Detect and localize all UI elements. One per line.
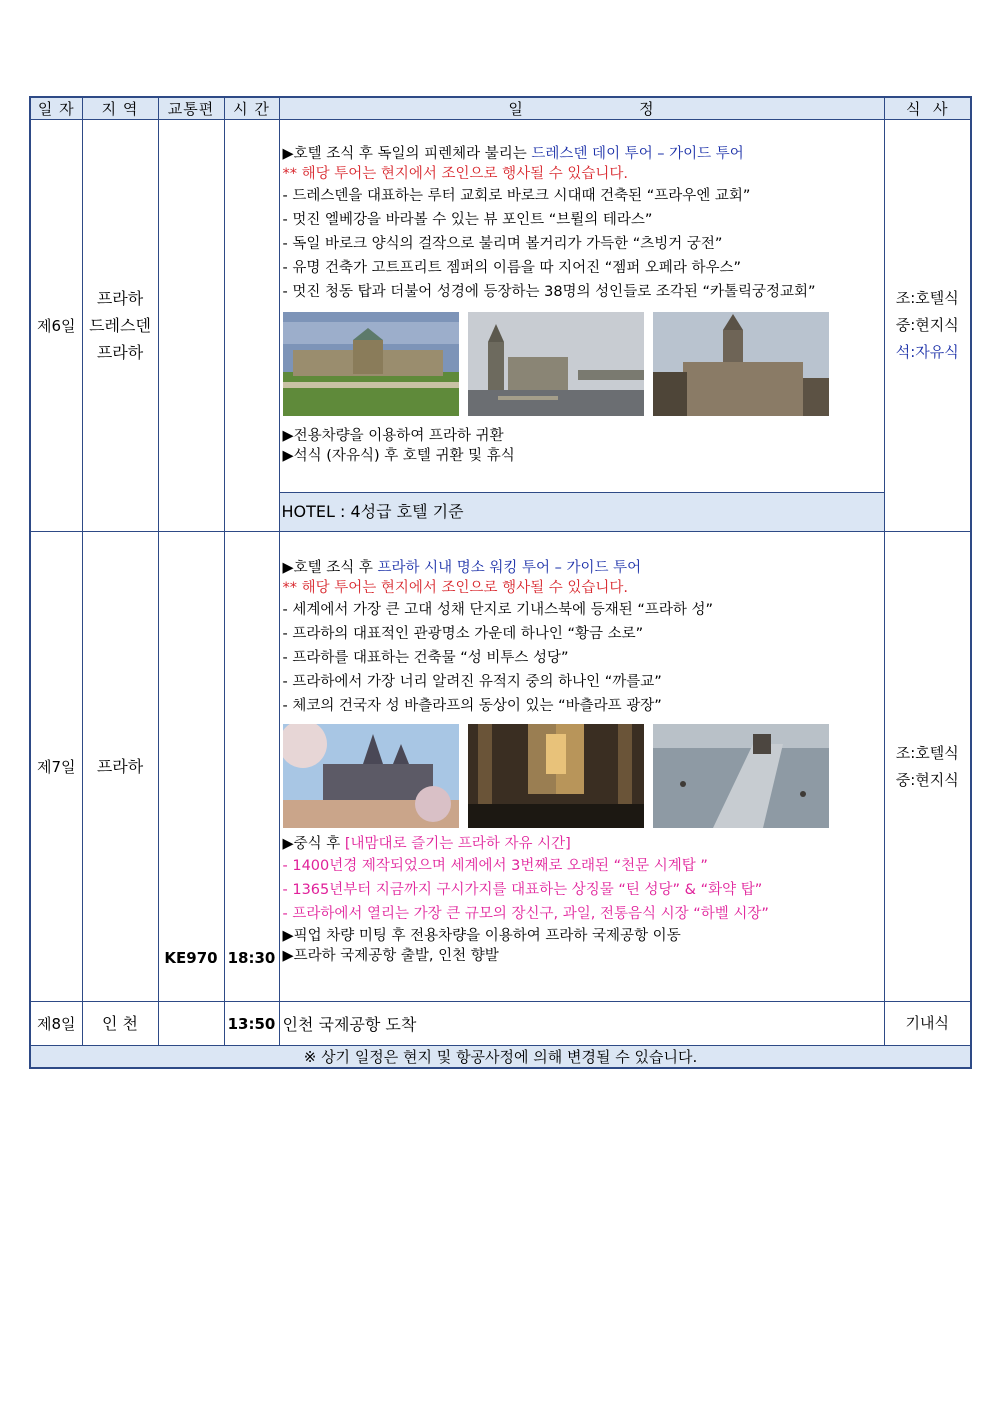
day6-line1 xyxy=(283,144,880,164)
day7-item: - 체코의 건국자 성 바츨라프의 동상이 있는 “바츨라프 광장” xyxy=(282,698,662,714)
day7-row xyxy=(30,532,971,1002)
day6-schedule xyxy=(279,120,884,532)
day6-meals xyxy=(884,120,971,532)
day8-meals: 기내식 xyxy=(884,1002,971,1046)
day8-region: 인 천 xyxy=(82,1002,158,1046)
day6-line1-text: ▶호텔 조식 후 독일의 피렌체라 불리는 xyxy=(282,146,532,162)
day7-lunch: 중:현지식 xyxy=(895,770,959,789)
day7-line1-text: ▶호텔 조식 후 xyxy=(282,560,378,576)
header-transport: 교통편 xyxy=(158,97,224,120)
day6-dinner: 석:자유식 xyxy=(895,343,959,361)
day7-region: 프라하 xyxy=(82,532,158,1002)
day7-breakfast: 조:호텔식 xyxy=(895,743,959,762)
header-region: 지 역 xyxy=(82,97,158,120)
day6-breakfast: 조:호텔식 xyxy=(895,289,959,307)
day7-schedule xyxy=(279,532,884,1002)
day7-lunch-text: ▶중식 후 xyxy=(282,836,345,852)
day6-region-3: 프라하 xyxy=(96,343,144,362)
day6-notice: ** 해당 투어는 현지에서 조인으로 행사될 수 있습니다. xyxy=(282,166,629,182)
itinerary-table xyxy=(29,96,972,1069)
day7-free-item: - 1400년경 제작되었으며 세계에서 3번째로 오래된 “천문 시계탑 ” xyxy=(282,858,708,874)
day6-lunch: 중:현지식 xyxy=(895,316,959,334)
day6-region xyxy=(82,120,158,532)
day7-item: - 프라하를 대표하는 건축물 “성 비투스 성당” xyxy=(282,650,569,666)
day6-item: - 멋진 청동 탑과 더불어 성경에 등장하는 38명의 성인들로 조각된 “카톨릭궁정교회” xyxy=(282,284,816,300)
day7-notice: ** 해당 투어는 현지에서 조인으로 행사될 수 있습니다. xyxy=(282,580,629,596)
day8-label: 제8일 xyxy=(30,1002,82,1046)
zwinger-palace-photo xyxy=(283,312,459,416)
dresden-riverside-photo xyxy=(468,312,644,416)
day7-line1 xyxy=(283,558,880,578)
day6-region-2: 드레스덴 xyxy=(89,316,151,335)
footer-note: ※ 상기 일정은 현지 및 항공사정에 의해 변경될 수 있습니다. xyxy=(30,1046,971,1069)
free-time-title: [내맘대로 즐기는 프라하 자유 시간] xyxy=(344,836,571,852)
footer-row xyxy=(30,1046,971,1069)
day7-item: - 세계에서 가장 큰 고대 성채 단지로 기내스북에 등재된 “프라하 성” xyxy=(282,602,714,618)
hofkirche-photo xyxy=(653,312,829,416)
flight-number: KE970 xyxy=(164,949,218,967)
day6-hotel: HOTEL : 4성급 호텔 기준 xyxy=(280,492,884,531)
day6-row xyxy=(30,120,971,532)
day7-label: 제7일 xyxy=(30,532,82,1002)
header-row xyxy=(30,97,971,120)
day7-item: - 프라하의 대표적인 관광명소 가운데 하나인 “황금 소로” xyxy=(282,626,644,642)
day6-item: - 드레스덴을 대표하는 루터 교회로 바로크 시대때 건축된 “프라우엔 교회” xyxy=(282,188,751,204)
day6-item: - 멋진 엘베강을 바라볼 수 있는 뷰 포인트 “브륄의 테라스” xyxy=(282,212,653,228)
day6-time xyxy=(224,120,279,532)
day7-after: ▶픽업 차량 미팅 후 전용차량을 이용하여 프라하 국제공항 이동 xyxy=(282,928,681,944)
day7-photos xyxy=(283,724,880,828)
day7-item: - 프라하에서 가장 너리 알려진 유적지 중의 하나인 “까를교” xyxy=(282,674,662,690)
day6-item: - 독일 바로크 양식의 걸작으로 불리며 볼거리가 가득한 “츠빙거 궁전” xyxy=(282,236,723,252)
day6-photos xyxy=(283,312,880,416)
header-time: 시 간 xyxy=(224,97,279,120)
day6-label: 제6일 xyxy=(30,120,82,532)
day7-transport xyxy=(158,532,224,1002)
day7-lunch-line xyxy=(283,834,880,854)
day8-transport xyxy=(158,1002,224,1046)
day7-free-item: - 1365년부터 지금까지 구시가지를 대표하는 상징물 “틴 성당” & “화약 탑” xyxy=(282,882,763,898)
st-vitus-interior-photo xyxy=(468,724,644,828)
day8-schedule: 인천 국제공항 도착 xyxy=(279,1002,884,1046)
day6-transport xyxy=(158,120,224,532)
day7-free-item: - 프라하에서 열리는 가장 큰 규모의 장신구, 과일, 전통음식 시장 “하벨 시장” xyxy=(282,906,769,922)
header-date: 일 자 xyxy=(30,97,82,120)
day7-time xyxy=(224,532,279,1002)
departure-time: 18:30 xyxy=(227,949,276,967)
day6-after: ▶전용차량을 이용하여 프라하 귀환 xyxy=(282,428,504,444)
prague-castle-photo xyxy=(283,724,459,828)
day8-time: 13:50 xyxy=(224,1002,279,1046)
day7-meals xyxy=(884,532,971,1002)
day6-region-1: 프라하 xyxy=(96,289,144,308)
header-meals: 식 사 xyxy=(884,97,971,120)
day6-after: ▶석식 (자유식) 후 호텔 귀환 및 휴식 xyxy=(282,448,515,464)
day6-item: - 유명 건축가 고트프리트 젬퍼의 이름을 따 지어진 “젬퍼 오페라 하우스” xyxy=(282,260,742,276)
day7-tour-title: 프라하 시내 명소 워킹 투어 – 가이드 투어 xyxy=(377,560,642,576)
day6-tour-title: 드레스덴 데이 투어 – 가이드 투어 xyxy=(531,146,744,162)
charles-bridge-photo xyxy=(653,724,829,828)
header-schedule: 일 정 xyxy=(279,97,884,120)
day7-after: ▶프라하 국제공항 출발, 인천 향발 xyxy=(282,948,499,964)
day8-row xyxy=(30,1002,971,1046)
